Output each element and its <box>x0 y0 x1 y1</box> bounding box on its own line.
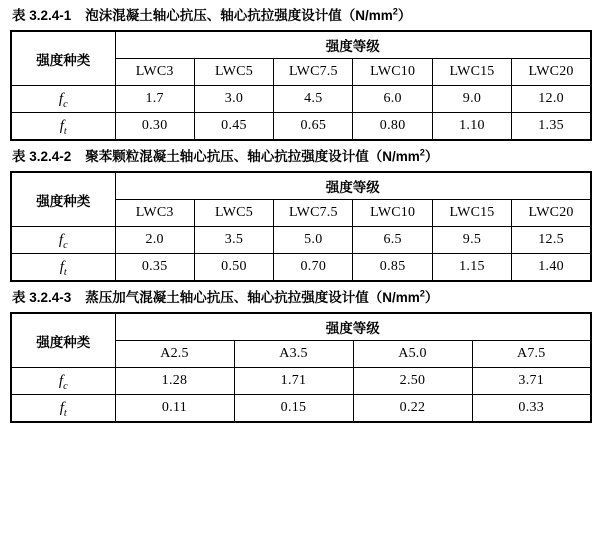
table-caption-unit-close: ） <box>397 8 412 23</box>
value-cell: 1.7 <box>115 86 194 113</box>
table-block-3 <box>10 288 594 423</box>
grade-cell: LWC15 <box>432 200 511 227</box>
table-row <box>11 254 591 282</box>
value-cell: 0.15 <box>234 395 353 423</box>
value-cell: 0.80 <box>353 113 432 141</box>
value-cell: 0.35 <box>115 254 194 282</box>
value-cell: 2.0 <box>115 227 194 254</box>
table-row <box>11 227 591 254</box>
grade-cell: A3.5 <box>234 341 353 368</box>
table-row <box>11 368 591 395</box>
value-cell: 2.50 <box>353 368 472 395</box>
value-cell: 4.5 <box>274 86 353 113</box>
strength-design-table-2 <box>10 171 592 282</box>
symbol-subscript: t <box>63 125 67 137</box>
value-cell: 0.65 <box>274 113 353 141</box>
grade-group-header-cell: 强度等级 <box>115 31 591 59</box>
table-block-2 <box>10 147 594 282</box>
value-cell: 0.22 <box>353 395 472 423</box>
table-caption-unit-open: （N/mm <box>341 8 393 23</box>
table-header-row <box>11 31 591 59</box>
table-caption-title: 蒸压加气混凝土轴心抗压、轴心抗拉强度设计值 <box>85 290 369 305</box>
symbol-subscript: t <box>63 407 67 419</box>
table-row <box>11 86 591 113</box>
grade-cell: LWC20 <box>512 59 591 86</box>
table-caption-title: 泡沫混凝土轴心抗压、轴心抗拉强度设计值 <box>85 8 342 23</box>
table-caption-unit-open: （N/mm <box>368 290 420 305</box>
grade-cell: A2.5 <box>115 341 234 368</box>
symbol-base: f <box>59 399 64 416</box>
table-header-row <box>11 172 591 200</box>
symbol-subscript: c <box>63 98 68 110</box>
strength-design-table-3 <box>10 312 592 423</box>
value-cell: 0.85 <box>353 254 432 282</box>
table-row <box>11 395 591 423</box>
table-caption-unit-exponent: 2 <box>419 288 425 299</box>
kind-header-cell: 强度种类 <box>11 31 115 86</box>
value-cell: 3.71 <box>472 368 591 395</box>
table-caption-title: 聚苯颗粒混凝土轴心抗压、轴心抗拉强度设计值 <box>85 149 369 164</box>
kind-header-cell: 强度种类 <box>11 172 115 227</box>
table-caption-unit-open: （N/mm <box>368 149 420 164</box>
symbol-subscript: t <box>63 266 67 278</box>
value-cell: 6.0 <box>353 86 432 113</box>
table-caption-number: 表 3.2.4-1 <box>12 8 72 23</box>
table-caption-unit-exponent: 2 <box>392 6 398 17</box>
table-caption-number: 表 3.2.4-2 <box>12 149 72 164</box>
table-caption-number: 表 3.2.4-3 <box>12 290 72 305</box>
table-caption-3 <box>12 288 594 308</box>
grade-cell: LWC3 <box>115 200 194 227</box>
kind-header-cell: 强度种类 <box>11 313 115 368</box>
value-cell: 3.5 <box>194 227 273 254</box>
symbol-base: f <box>58 90 64 107</box>
grade-group-header-cell: 强度等级 <box>115 313 591 341</box>
value-cell: 1.10 <box>432 113 511 141</box>
table-caption-2 <box>12 147 594 167</box>
value-cell: 1.40 <box>512 254 591 282</box>
grade-group-header-cell: 强度等级 <box>115 172 591 200</box>
value-cell: 12.0 <box>512 86 591 113</box>
symbol-base: f <box>59 117 64 134</box>
value-cell: 9.0 <box>432 86 511 113</box>
row-label-cell <box>11 86 115 113</box>
table-caption-1 <box>12 6 594 26</box>
value-cell: 12.5 <box>512 227 591 254</box>
row-label-cell <box>11 113 115 141</box>
grade-cell: LWC5 <box>194 59 273 86</box>
grade-cell: LWC20 <box>512 200 591 227</box>
row-label-cell <box>11 227 115 254</box>
grade-cell: A7.5 <box>472 341 591 368</box>
value-cell: 0.11 <box>115 395 234 423</box>
value-cell: 6.5 <box>353 227 432 254</box>
symbol-base: f <box>59 258 64 275</box>
value-cell: 0.70 <box>274 254 353 282</box>
table-caption-unit-close: ） <box>424 290 439 305</box>
table-block-1 <box>10 6 594 141</box>
value-cell: 0.30 <box>115 113 194 141</box>
strength-design-table-1 <box>10 30 592 141</box>
value-cell: 1.28 <box>115 368 234 395</box>
value-cell: 0.33 <box>472 395 591 423</box>
grade-cell: LWC15 <box>432 59 511 86</box>
grade-cell: LWC5 <box>194 200 273 227</box>
table-caption-unit-close: ） <box>424 149 439 164</box>
value-cell: 1.71 <box>234 368 353 395</box>
symbol-subscript: c <box>63 380 68 392</box>
value-cell: 1.35 <box>512 113 591 141</box>
table-caption-unit-exponent: 2 <box>419 147 425 158</box>
table-row <box>11 113 591 141</box>
value-cell: 9.5 <box>432 227 511 254</box>
row-label-cell <box>11 368 115 395</box>
row-label-cell <box>11 395 115 423</box>
row-label-cell <box>11 254 115 282</box>
value-cell: 5.0 <box>274 227 353 254</box>
symbol-base: f <box>58 231 64 248</box>
grade-cell: LWC7.5 <box>274 200 353 227</box>
value-cell: 0.50 <box>194 254 273 282</box>
symbol-subscript: c <box>63 239 68 251</box>
table-header-row <box>11 313 591 341</box>
grade-cell: LWC3 <box>115 59 194 86</box>
value-cell: 1.15 <box>432 254 511 282</box>
value-cell: 3.0 <box>194 86 273 113</box>
grade-cell: LWC10 <box>353 200 432 227</box>
grade-cell: LWC7.5 <box>274 59 353 86</box>
symbol-base: f <box>58 372 64 389</box>
grade-cell: A5.0 <box>353 341 472 368</box>
value-cell: 0.45 <box>194 113 273 141</box>
grade-cell: LWC10 <box>353 59 432 86</box>
